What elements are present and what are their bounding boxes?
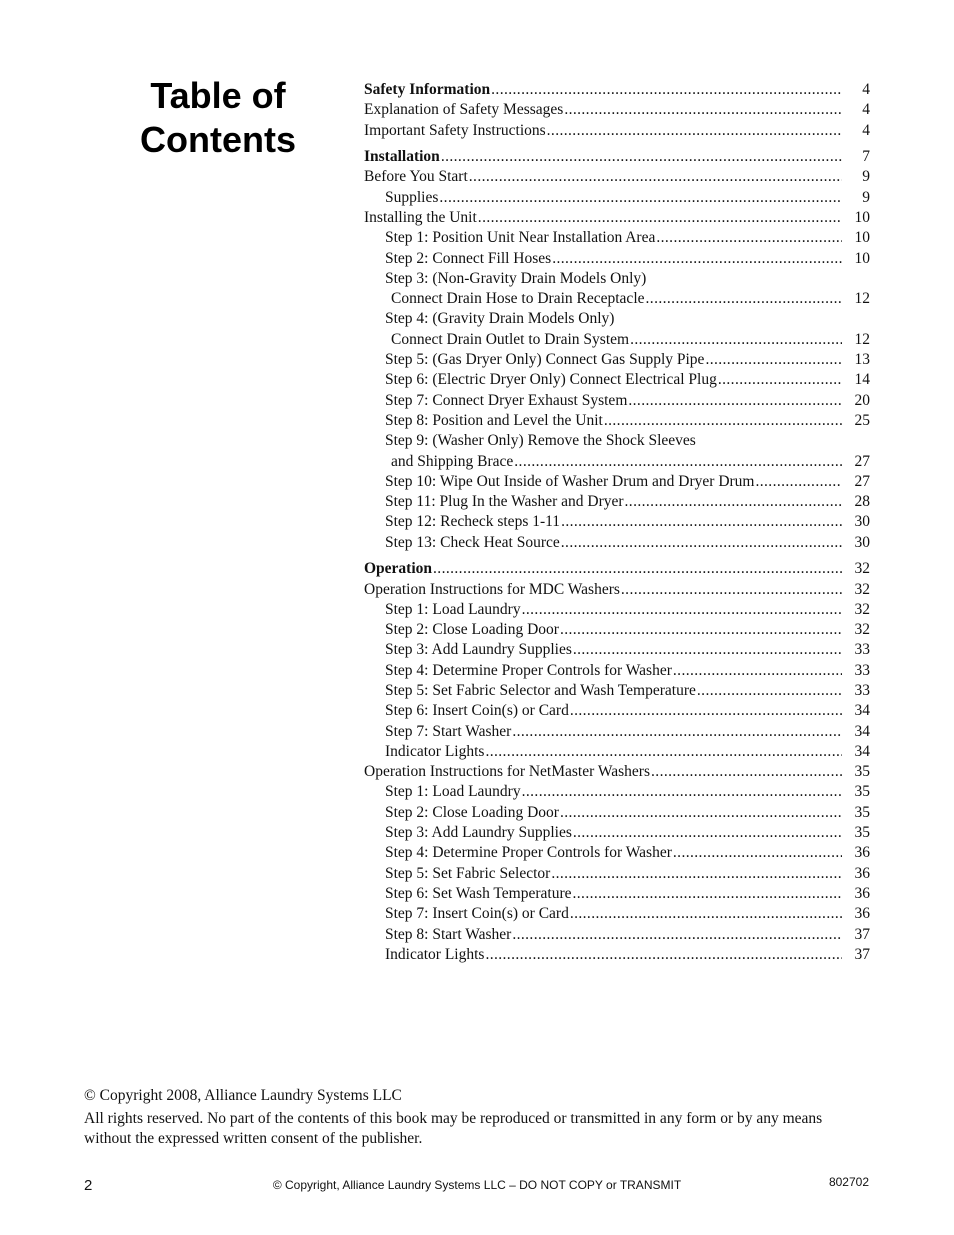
toc-dot-leader [439, 188, 842, 208]
toc-entry-page: 35 [854, 824, 870, 842]
toc-dot-leader [570, 904, 842, 924]
toc-dot-leader [491, 80, 842, 100]
toc-entry-title: Step 11: Plug In the Washer and Dryer [385, 493, 624, 511]
toc-entry [364, 533, 870, 553]
toc-dot-leader [485, 945, 842, 965]
toc-entry [364, 121, 870, 141]
toc-dot-leader [551, 864, 842, 884]
toc-entry [364, 269, 870, 289]
toc-entry [364, 600, 870, 620]
toc-dot-leader [441, 147, 842, 167]
toc-entry-title: Step 4: (Gravity Drain Models Only) [385, 310, 615, 328]
toc-entry-title: Step 6: Insert Coin(s) or Card [385, 702, 569, 720]
toc-dot-leader [656, 228, 842, 248]
toc-entry-title: Step 1: Load Laundry [385, 600, 521, 618]
toc-entry-page: 27 [854, 452, 870, 470]
toc-entry [364, 681, 870, 701]
toc-dot-leader [570, 701, 842, 721]
toc-dot-leader [514, 452, 842, 472]
toc-dot-leader [433, 559, 842, 579]
toc-dot-leader [621, 580, 842, 600]
toc-entry-title: Step 10: Wipe Out Inside of Washer Drum and Dryer Drum [385, 472, 755, 490]
toc-entry-page: 4 [862, 101, 870, 119]
toc-entry [364, 762, 870, 782]
toc-dot-leader [560, 803, 842, 823]
toc-entry [364, 580, 870, 600]
toc-entry-title: Step 5: Set Fabric Selector [385, 864, 551, 882]
toc-entry [364, 661, 870, 681]
toc-entry-page: 33 [854, 661, 870, 679]
toc-entry [364, 228, 870, 248]
toc-entry [364, 208, 870, 228]
toc-entry-title: Important Safety Instructions [364, 121, 546, 139]
toc-dot-leader [573, 884, 843, 904]
rights-statement: All rights reserved. No part of the contents of this book may be reproduced or transmitted in any form or by any means without the expressed written consent of the publisher. [84, 1110, 823, 1147]
toc-entry [364, 803, 870, 823]
copyright-line: © Copyright 2008, Alliance Laundry Systems LLC [84, 1087, 402, 1104]
toc-entry-title: Safety Information [364, 81, 491, 98]
toc-entry [364, 167, 870, 187]
toc-entry-title: Connect Drain Hose to Drain Receptacle [391, 290, 645, 308]
toc-entry [364, 472, 870, 492]
toc-dot-leader [478, 208, 842, 228]
toc-dot-leader [755, 472, 842, 492]
toc-dot-leader [561, 512, 842, 532]
toc-entry-page: 27 [854, 472, 870, 490]
toc-entry-title: Step 6: (Electric Dryer Only) Connect Electrical Plug [385, 371, 717, 389]
toc-dot-leader [630, 330, 842, 350]
toc-entry-title: Step 1: Load Laundry [385, 783, 521, 801]
toc-entry-page: 7 [862, 148, 870, 166]
toc-entry-title: Step 4: Determine Proper Controls for Washer [385, 661, 672, 679]
toc-entry [364, 884, 870, 904]
toc-entry-title: Step 3: Add Laundry Supplies [385, 824, 572, 842]
toc-entry [364, 492, 870, 512]
toc-entry [364, 249, 870, 269]
toc-entry-page: 35 [854, 803, 870, 821]
toc-entry [364, 411, 870, 431]
table-of-contents [364, 80, 870, 965]
copyright-block [84, 1086, 870, 1149]
toc-entry-title: Operation Instructions for MDC Washers [364, 580, 620, 598]
toc-entry-title: Step 7: Start Washer [385, 722, 512, 740]
toc-section-heading [364, 147, 870, 167]
toc-section-heading [364, 559, 870, 579]
toc-entry-page: 32 [854, 580, 870, 598]
toc-entry-title: Installation [364, 148, 440, 166]
toc-entry-page: 37 [854, 925, 870, 943]
toc-entry-title: Before You Start [364, 168, 468, 186]
toc-dot-leader [469, 167, 842, 187]
toc-entry-title: Step 9: (Washer Only) Remove the Shock Sleeves [385, 432, 696, 450]
toc-entry-page: 33 [854, 681, 870, 699]
toc-entry-title: Step 7: Connect Dryer Exhaust System [385, 391, 628, 409]
toc-entry-title: Step 13: Check Heat Source [385, 533, 560, 551]
toc-entry-page: 4 [862, 121, 870, 139]
toc-entry [364, 431, 870, 451]
toc-entry [364, 350, 870, 370]
toc-entry-page: 32 [854, 600, 870, 618]
toc-dot-leader [718, 370, 842, 390]
toc-entry-page: 30 [854, 513, 870, 531]
toc-entry-page: 36 [854, 884, 870, 902]
toc-entry [364, 722, 870, 742]
toc-entry-page: 9 [862, 188, 870, 206]
toc-entry-title: Operation Instructions for NetMaster Washers [364, 763, 651, 781]
toc-entry [364, 925, 870, 945]
toc-entry-page: 10 [854, 208, 870, 226]
toc-entry-title: Step 2: Connect Fill Hoses [385, 249, 552, 267]
toc-entry-page: 35 [854, 783, 870, 801]
toc-entry [364, 782, 870, 802]
toc-entry [364, 330, 870, 350]
toc-entry-title: and Shipping Brace [391, 452, 514, 470]
toc-dot-leader [646, 289, 842, 309]
toc-entry-page: 34 [854, 702, 870, 720]
toc-entry-page: 14 [854, 371, 870, 389]
toc-entry-page: 35 [854, 763, 870, 781]
toc-entry-page: 34 [854, 742, 870, 760]
toc-dot-leader [625, 492, 842, 512]
page-title-line-2: Contents [140, 119, 296, 160]
toc-entry-page: 4 [862, 81, 870, 98]
toc-entry-title: Step 2: Close Loading Door [385, 621, 559, 639]
toc-dot-leader [547, 121, 842, 141]
toc-entry-page: 33 [854, 641, 870, 659]
toc-dot-leader [552, 249, 842, 269]
toc-entry-title: Step 2: Close Loading Door [385, 803, 559, 821]
toc-dot-leader [673, 843, 842, 863]
toc-entry-title: Step 1: Position Unit Near Installation Area [385, 229, 656, 247]
toc-entry [364, 904, 870, 924]
toc-entry-title: Step 12: Recheck steps 1-11 [385, 513, 561, 531]
footer-document-number: 802702 [828, 1175, 869, 1189]
toc-entry [364, 452, 870, 472]
toc-entry-title: Operation [364, 560, 433, 578]
toc-entry [364, 309, 870, 329]
toc-entry [364, 843, 870, 863]
toc-entry [364, 864, 870, 884]
toc-dot-leader [673, 661, 842, 681]
toc-entry-title: Step 3: (Non-Gravity Drain Models Only) [385, 269, 647, 287]
toc-entry [364, 188, 870, 208]
toc-entry-page: 12 [854, 290, 870, 308]
toc-dot-leader [560, 620, 842, 640]
toc-entry [364, 640, 870, 660]
toc-entry [364, 742, 870, 762]
toc-entry-page: 9 [862, 168, 870, 186]
toc-entry-page: 13 [854, 351, 870, 369]
toc-entry-title: Installing the Unit [364, 208, 477, 226]
toc-entry-title: Step 5: (Gas Dryer Only) Connect Gas Supply Pipe [385, 351, 705, 369]
toc-entry-title: Indicator Lights [385, 945, 485, 963]
toc-entry [364, 391, 870, 411]
toc-entry-page: 12 [854, 330, 870, 348]
toc-dot-leader [485, 742, 842, 762]
toc-entry [364, 512, 870, 532]
toc-entry-page: 28 [854, 493, 870, 511]
toc-entry [364, 370, 870, 390]
toc-dot-leader [564, 100, 842, 120]
toc-entry-title: Step 3: Add Laundry Supplies [385, 641, 572, 659]
toc-entry [364, 823, 870, 843]
toc-entry [364, 289, 870, 309]
toc-entry-page: 25 [854, 411, 870, 429]
toc-entry-page: 36 [854, 905, 870, 923]
toc-entry-page: 10 [854, 229, 870, 247]
toc-dot-leader [522, 600, 842, 620]
toc-entry-title: Indicator Lights [385, 742, 485, 760]
toc-dot-leader [512, 925, 842, 945]
toc-entry-page: 36 [854, 864, 870, 882]
toc-entry-page: 37 [854, 945, 870, 963]
footer-page-number: 2 [84, 1177, 93, 1194]
toc-dot-leader [651, 762, 842, 782]
toc-section-heading [364, 80, 870, 100]
page-title-line-1: Table of [150, 75, 286, 116]
toc-dot-leader [604, 411, 842, 431]
toc-dot-leader [628, 391, 842, 411]
toc-entry [364, 620, 870, 640]
toc-entry-page: 34 [854, 722, 870, 740]
toc-entry-title: Step 4: Determine Proper Controls for Washer [385, 844, 672, 862]
toc-entry-title: Step 5: Set Fabric Selector and Wash Temperature [385, 681, 696, 699]
toc-entry-page: 36 [854, 844, 870, 862]
toc-entry-title: Connect Drain Outlet to Drain System [391, 330, 630, 348]
toc-dot-leader [573, 823, 842, 843]
toc-dot-leader [522, 782, 842, 802]
footer-notice: © Copyright, Alliance Laundry Systems LLC – DO NOT COPY or TRANSMIT [272, 1178, 682, 1192]
toc-entry-page: 20 [854, 391, 870, 409]
toc-entry-page: 32 [854, 560, 870, 578]
toc-entry-page: 10 [854, 249, 870, 267]
toc-dot-leader [561, 533, 842, 553]
toc-dot-leader [573, 640, 842, 660]
toc-entry-title: Explanation of Safety Messages [364, 101, 564, 119]
toc-entry-title: Step 8: Position and Level the Unit [385, 411, 603, 429]
toc-entry-title: Step 8: Start Washer [385, 925, 512, 943]
toc-entry-page: 30 [854, 533, 870, 551]
toc-entry-page: 32 [854, 621, 870, 639]
toc-entry-title: Supplies [385, 188, 439, 206]
toc-entry [364, 945, 870, 965]
toc-entry [364, 701, 870, 721]
toc-entry-title: Step 7: Insert Coin(s) or Card [385, 905, 569, 923]
toc-dot-leader [512, 722, 842, 742]
toc-dot-leader [697, 681, 842, 701]
page-title [118, 74, 318, 162]
toc-entry [364, 100, 870, 120]
toc-entry-title: Step 6: Set Wash Temperature [385, 884, 572, 902]
toc-dot-leader [705, 350, 842, 370]
